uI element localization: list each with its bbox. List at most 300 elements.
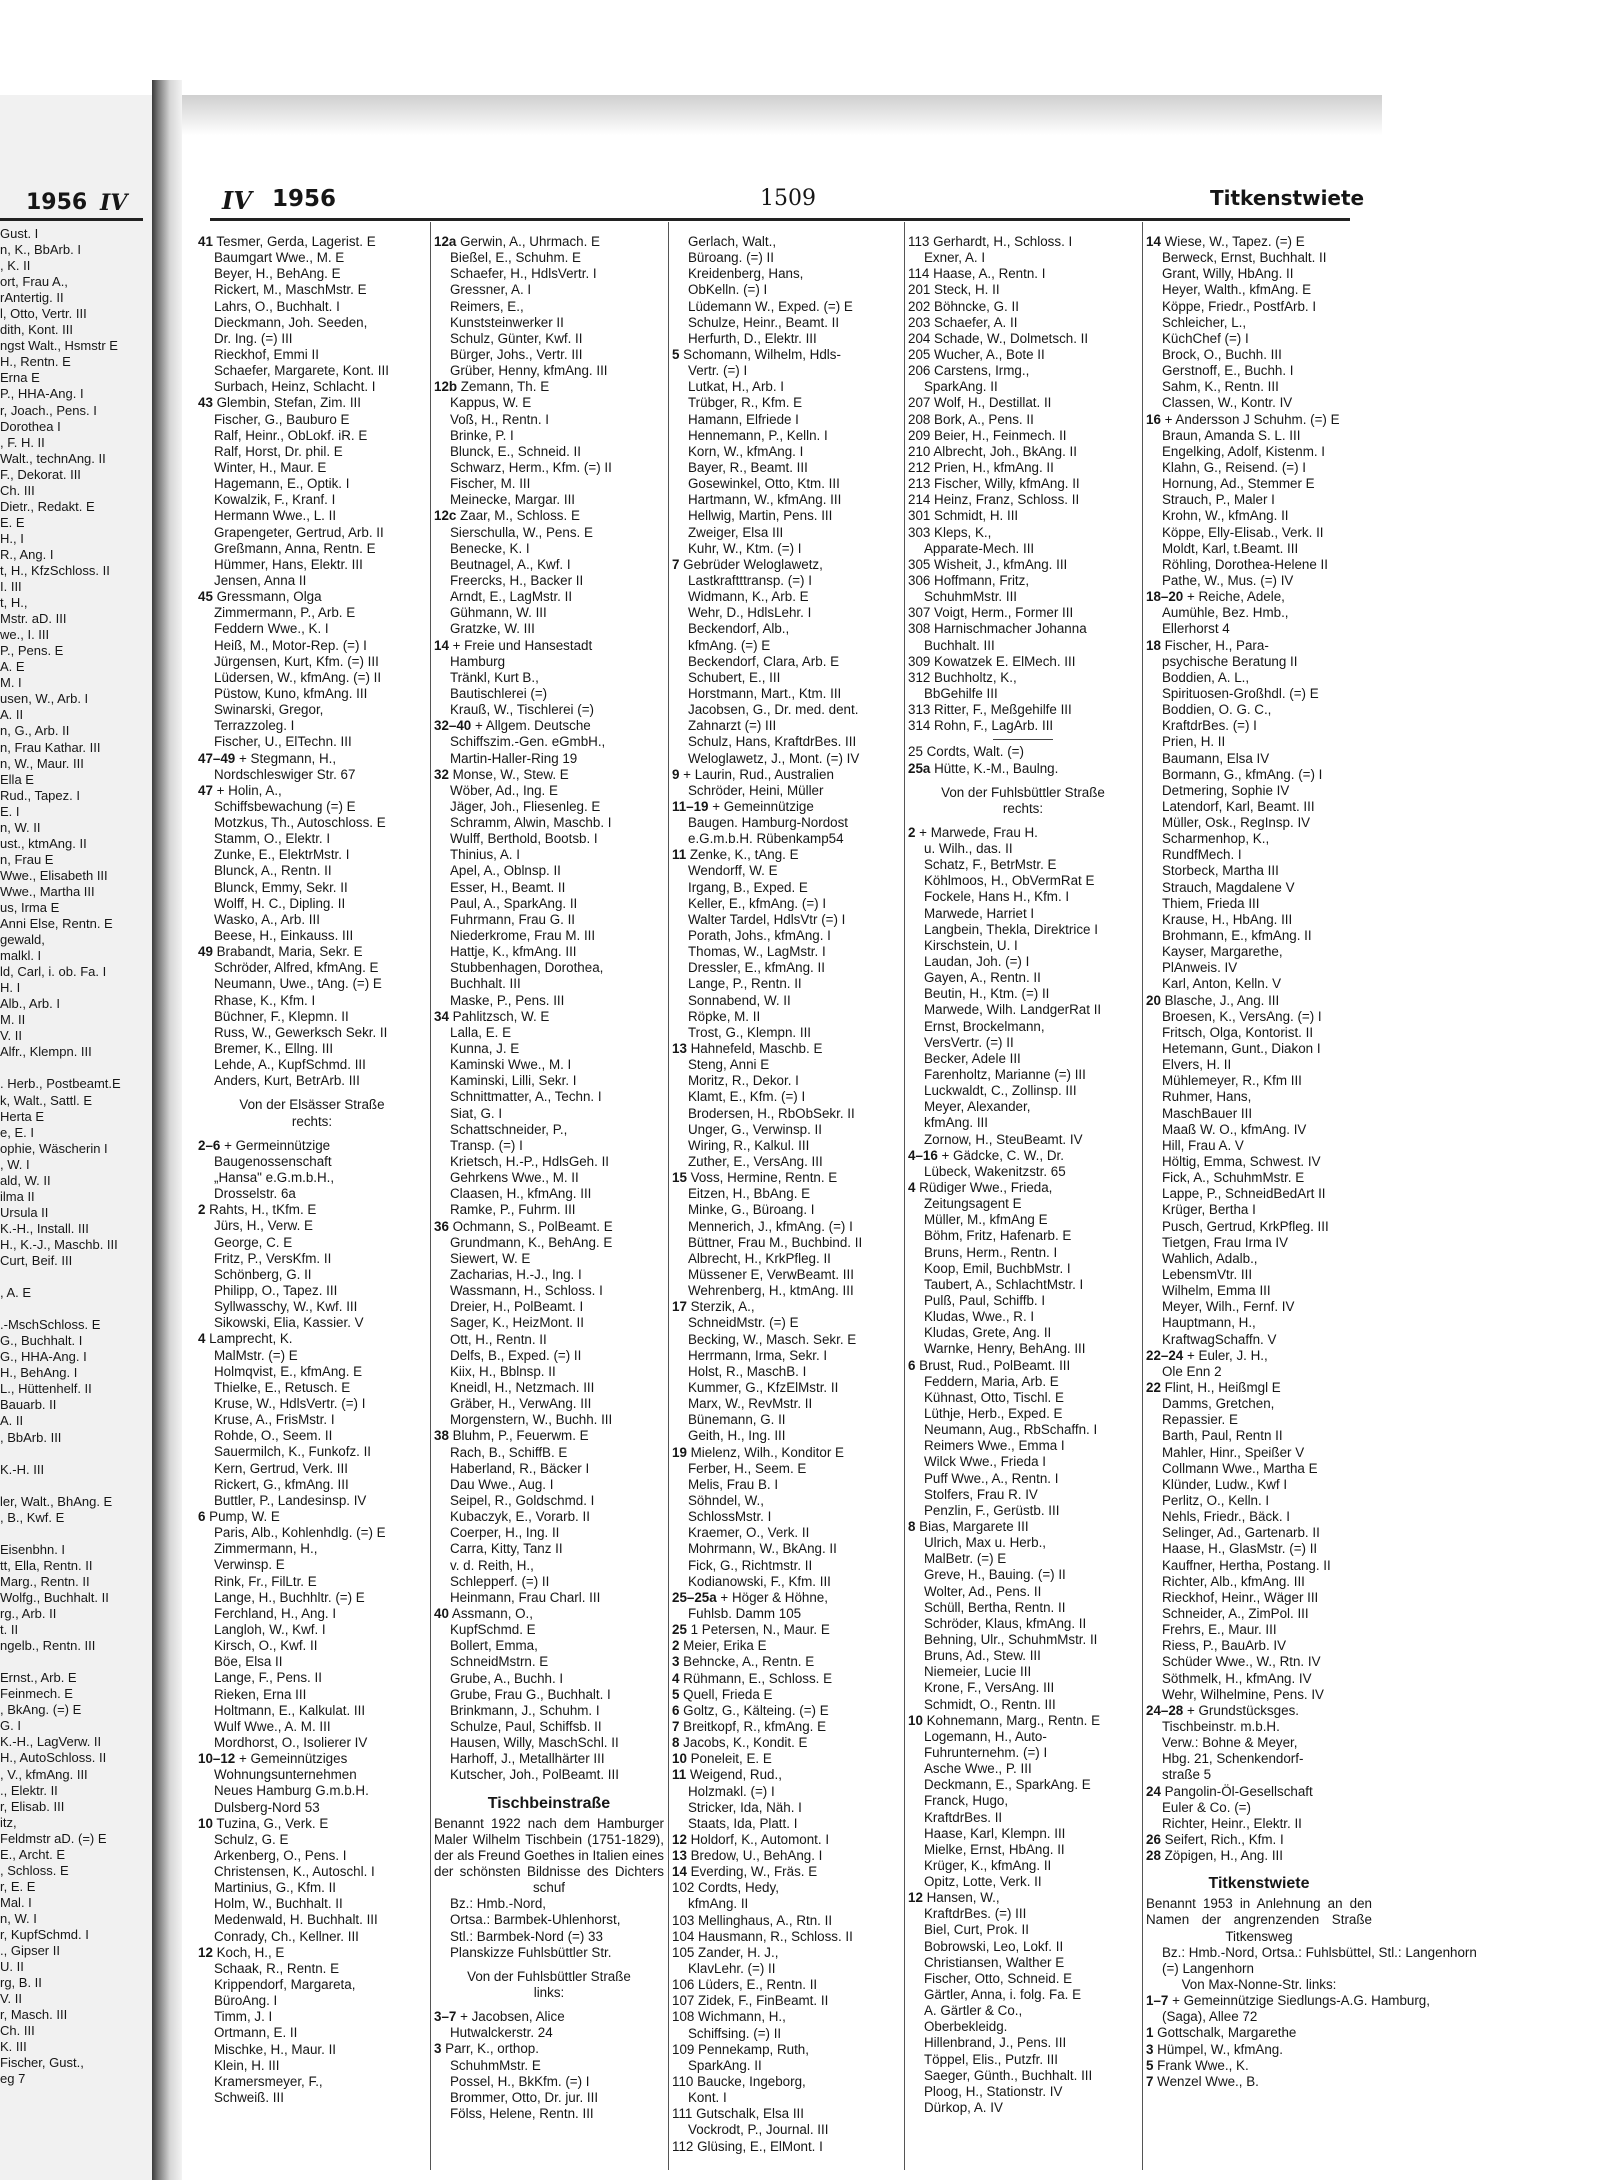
- left-page-entry: rg, B. II: [0, 1975, 42, 1991]
- resident-entry: Moldt, Karl, t.Beamt. III: [1162, 540, 1299, 556]
- left-page-entry: Dorothea I: [0, 418, 61, 434]
- resident-entry: Thielke, E., Retusch. E: [214, 1379, 351, 1395]
- resident-entry: Schiffszim.-Gen. eGmbH.,: [450, 734, 606, 750]
- resident-entry: Lübeck, Wakenitzstr. 65: [924, 1163, 1066, 1179]
- resident-entry: Keller, E., kfmAng. (=) I: [688, 895, 827, 911]
- house-number-entry: 32–40 + Allgem. Deutsche: [434, 718, 591, 734]
- resident-entry: Apparate-Mech. III: [924, 540, 1035, 556]
- resident-entry: Buchhalt. III: [924, 637, 995, 653]
- resident-entry: Töppel, Elis., Putzfr. III: [924, 2051, 1058, 2067]
- resident-entry: Dressler, E., kfmAng. II: [688, 960, 825, 976]
- resident-entry: Thinius, A. I: [450, 847, 520, 863]
- resident-entry: Ole Enn 2: [1162, 1363, 1222, 1379]
- resident-entry: Herfurth, D., Elektr. III: [688, 330, 817, 346]
- left-page-entry: [0, 1301, 145, 1317]
- resident-entry: Barth, Paul, Rentn II: [1162, 1428, 1283, 1444]
- resident-entry: Vertr. (=) I: [688, 363, 748, 379]
- resident-entry: SparkAng. II: [924, 379, 998, 395]
- resident-entry: Kunststeinwerker II: [450, 314, 564, 330]
- house-number-entry: 18 Fischer, H., Para-: [1146, 637, 1269, 653]
- house-number-entry: 212 Prien, H., kfmAng. II: [908, 459, 1054, 475]
- house-number-entry: 314 Rohn, F., LagArb. III: [908, 718, 1054, 734]
- house-number-entry: 12 Koch, H., E: [198, 1944, 285, 1960]
- resident-entry: Schulz, Günter, Kwf. II: [450, 330, 583, 346]
- left-page-entry: usen, W., Arb. I: [0, 691, 89, 707]
- house-number-entry: 201 Steck, H. II: [908, 282, 1000, 298]
- resident-entry: Kuhr, W., Ktm. (=) I: [688, 540, 802, 556]
- resident-entry: „Hansa" e.G.m.b.H.,: [214, 1170, 335, 1186]
- resident-entry: Tränkl, Kurt B.,: [450, 669, 539, 685]
- resident-entry: Stricker, Ida, Näh. I: [688, 1799, 802, 1815]
- house-number-entry: 1 Gottschalk, Margarethe: [1146, 2025, 1297, 2041]
- resident-entry: Fischer, Otto, Schneid. E: [924, 1970, 1073, 1986]
- left-page-entry: , F. H. II: [0, 434, 45, 450]
- house-number-entry: 26 Seifert, Rich., Kfm. I: [1146, 1831, 1284, 1847]
- left-page-entry: n, Frau Kathar. III: [0, 739, 101, 755]
- house-number-entry: 12b Zemann, Th. E: [434, 379, 550, 395]
- left-page-entry: .-MschSchloss. E: [0, 1317, 101, 1333]
- left-page-entry: r, Joach., Pens. I: [0, 402, 97, 418]
- left-page-volume: IV: [100, 190, 128, 216]
- resident-entry: Heyer, Walth., kfmAng. E: [1162, 282, 1312, 298]
- resident-entry: Schneider, A., ZimPol. III: [1162, 1605, 1309, 1621]
- house-number-entry: 4 Lamprecht, K.: [198, 1331, 293, 1347]
- left-page-entry: U. II: [0, 1959, 24, 1975]
- left-page-entry: Wwe., Elisabeth III: [0, 867, 108, 883]
- resident-entry: Korn, W., kfmAng. I: [688, 443, 804, 459]
- resident-entry: Gerlach, Walt.,: [688, 234, 777, 249]
- left-page-entry: r, KupfSchmd. I: [0, 1926, 89, 1942]
- resident-entry: KraftdrBes. II: [924, 1809, 1003, 1825]
- resident-entry: KupfSchmd. E: [450, 1622, 536, 1638]
- resident-entry: Bz.: Hmb.-Nord,: [450, 1896, 546, 1912]
- directory-column-5: [1146, 234, 1477, 2174]
- resident-entry: Pulß, Paul, Schiffb. I: [924, 1293, 1046, 1308]
- resident-entry: Unger, G., Verwinsp. II: [688, 1121, 822, 1137]
- directory-column-4: [908, 234, 1138, 2174]
- resident-entry: Schröder, Alfred, kfmAng. E: [214, 960, 379, 976]
- left-page-entry: tt, Ella, Rentn. II: [0, 1557, 93, 1573]
- resident-entry: Schlepperf. (=) II: [450, 1573, 550, 1589]
- left-page-entry: H., BehAng. I: [0, 1365, 78, 1381]
- left-page-entry: Mstr. aD. III: [0, 611, 67, 627]
- left-page-entry: K. III: [0, 2039, 27, 2055]
- resident-entry: Böe, Elsa II: [214, 1654, 283, 1670]
- resident-entry: Reimers Wwe., Emma I: [924, 1438, 1065, 1454]
- left-page-entry: A. II: [0, 707, 24, 723]
- resident-entry: Kummer, G., KfzElMstr. II: [688, 1379, 839, 1395]
- resident-entry: Kirsch, O., Kwf. II: [214, 1638, 318, 1654]
- resident-entry: Dürkop, A. IV: [924, 2100, 1003, 2116]
- resident-entry: Bruns, Herm., Rentn. I: [924, 1244, 1058, 1260]
- house-number-entry: 301 Schmidt, H. III: [908, 508, 1019, 524]
- resident-entry: Coerper, H., Ing. II: [450, 1525, 560, 1541]
- resident-entry: Krause, H., HbAng. III: [1162, 911, 1293, 927]
- resident-entry: Martin-Haller-Ring 19: [450, 750, 578, 766]
- house-number-entry: 43 Glembin, Stefan, Zim. III: [198, 395, 361, 411]
- house-number-entry: 213 Fischer, Willy, kfmAng. II: [908, 476, 1080, 492]
- house-number-entry: 3 Parr, K., orthop.: [434, 2041, 539, 2057]
- resident-entry: Vockrodt, P., Journal. III: [688, 2122, 829, 2138]
- house-number-entry: 41 Tesmer, Gerda, Lagerist. E: [198, 234, 376, 249]
- resident-entry: Söhndel, W.,: [688, 1492, 764, 1508]
- resident-entry: Holtmann, E., Kalkulat. III: [214, 1702, 366, 1718]
- resident-entry: Sauermilch, K., Funkofz. II: [214, 1444, 372, 1460]
- left-page-entry: [0, 1478, 145, 1494]
- resident-entry: Conrady, Ch., Kellner. III: [214, 1928, 359, 1944]
- resident-entry: Sierschulla, W., Pens. E: [450, 524, 593, 540]
- house-number-entry: 113 Gerhardt, H., Schloss. I: [908, 234, 1073, 249]
- resident-entry: Dau Wwe., Aug. I: [450, 1476, 554, 1492]
- resident-entry: Wohnungsunternehmen: [214, 1767, 357, 1783]
- resident-entry: Lüdersen, W., kfmAng. (=) II: [214, 669, 382, 685]
- left-page-entry: Curt, Beif. III: [0, 1253, 73, 1268]
- left-page-entry: Ella E: [0, 771, 34, 787]
- directory-column-3: [672, 234, 900, 2174]
- resident-entry: SchneidMstr. (=) E: [688, 1315, 799, 1331]
- left-page-entry: [0, 1269, 145, 1285]
- resident-entry: Strauch, Magdalene V: [1162, 879, 1295, 895]
- resident-entry: SchuhmMstr. E: [450, 2057, 541, 2073]
- resident-entry: Brohmann, E., kfmAng. II: [1162, 928, 1312, 944]
- left-page-entry: itz,: [0, 1814, 17, 1830]
- resident-entry: Kutscher, Joh., PolBeamt. III: [450, 1767, 619, 1783]
- right-header-rule: [210, 218, 1350, 221]
- right-page-year: 1956: [272, 186, 337, 212]
- house-number-entry: 112 Glüsing, E., ElMont. I: [672, 2138, 823, 2154]
- resident-entry: Grapengeter, Gertrud, Arb. II: [214, 524, 384, 540]
- section-separator: [908, 734, 1138, 744]
- resident-entry: Wulff, Berthold, Bootsb. I: [450, 831, 598, 847]
- resident-entry: Feddern Wwe., K. I: [214, 621, 329, 637]
- resident-entry: Kauffner, Hertha, Postang. II: [1162, 1557, 1331, 1573]
- resident-entry: Ruhmer, Hans,: [1162, 1089, 1252, 1105]
- resident-entry: Krüger, K., kfmAng. II: [924, 1857, 1052, 1873]
- resident-entry: SchlossMstr. I: [688, 1509, 772, 1525]
- resident-entry: SchneidMstrn. E: [450, 1654, 549, 1670]
- resident-entry: Neumann, Uwe., tAng. (=) E: [214, 976, 382, 992]
- resident-entry: Horstmann, Mart., Ktm. III: [688, 685, 842, 701]
- left-page-entry: E. E: [0, 514, 25, 530]
- left-page-entry: ort, Frau A.,: [0, 274, 68, 290]
- resident-entry: Fischer, M. III: [450, 476, 531, 492]
- resident-entry: Paris, Alb., Kohlenhdlg. (=) E: [214, 1525, 386, 1541]
- house-number-entry: 20 Blasche, J., Ang. III: [1146, 992, 1280, 1008]
- page-number: 1509: [760, 186, 816, 211]
- left-page-entry: L., Hüttenhelf. II: [0, 1381, 92, 1397]
- resident-entry: Transp. (=) I: [450, 1137, 523, 1153]
- resident-entry: Bormann, G., kfmAng. (=) I: [1162, 766, 1323, 782]
- resident-entry: Hausen, Willy, MaschSchl. II: [450, 1735, 619, 1751]
- resident-entry: Grant, Willy, HbAng. II: [1162, 266, 1294, 282]
- resident-entry: Maske, P., Pens. III: [450, 992, 565, 1008]
- left-page-entry: G., HHA-Ang. I: [0, 1349, 87, 1365]
- resident-entry: Pathe, W., Mus. (=) IV: [1162, 572, 1294, 588]
- left-page-entry: G. I: [0, 1718, 21, 1734]
- resident-entry: Hetemann, Gunt., Diakon I: [1162, 1041, 1321, 1057]
- resident-entry: Wöber, Ad., Ing. E: [450, 782, 558, 798]
- resident-entry: Tietgen, Frau Irma IV: [1162, 1234, 1289, 1250]
- resident-entry: Krippendorf, Margareta,: [214, 1977, 356, 1993]
- resident-entry: Bürger, Johs., Vertr. III: [450, 346, 583, 362]
- resident-entry: Moritz, R., Dekor. I: [688, 1073, 799, 1089]
- resident-entry: Baumann, Elsa IV: [1162, 750, 1270, 766]
- resident-entry: Brinke, P. I: [450, 427, 514, 443]
- resident-entry: Harhoff, J., Metallhärter III: [450, 1751, 605, 1767]
- resident-entry: Niemeier, Lucie III: [924, 1664, 1032, 1680]
- resident-entry: Paul, A., SparkAng. II: [450, 895, 578, 911]
- resident-entry: Krone, F., VersAng. III: [924, 1680, 1055, 1696]
- resident-entry: Kludas, Grete, Ang. II: [924, 1325, 1052, 1341]
- house-number-entry: 204 Schade, W., Dolmetsch. II: [908, 330, 1089, 346]
- resident-entry: Klünder, Ludw., Kwf I: [1162, 1476, 1288, 1492]
- resident-entry: Kaminski Wwe., M. I: [450, 1057, 572, 1073]
- resident-entry: Lüthje, Herb., Exped. E: [924, 1405, 1063, 1421]
- resident-entry: Richter, Heinr., Elektr. II: [1162, 1815, 1302, 1831]
- resident-entry: Spirituosen-Großhdl. (=) E: [1162, 685, 1319, 701]
- resident-entry: Wehr, D., HdlsLehr. I: [688, 605, 812, 621]
- resident-entry: Krohn, W., kfmAng. II: [1162, 508, 1289, 524]
- resident-entry: Penzlin, F., Gerüstb. III: [924, 1502, 1060, 1518]
- resident-entry: MaschBauer III: [1162, 1105, 1253, 1121]
- house-number-entry: 305 Wisheit, J., kfmAng. III: [908, 556, 1068, 572]
- resident-entry: Wasko, A., Arb. III: [214, 911, 320, 927]
- resident-entry: Dr. Ing. (=) III: [214, 330, 293, 346]
- resident-entry: Gühmann, W. III: [450, 605, 547, 621]
- resident-entry: Perlitz, O., Kelln. I: [1162, 1492, 1270, 1508]
- resident-entry: Swinarski, Gregor,: [214, 702, 324, 718]
- column-divider: [1142, 222, 1143, 2170]
- resident-entry: Irgang, B., Exped. E: [688, 879, 808, 895]
- resident-entry: Zunke, E., ElektrMstr. I: [214, 847, 350, 863]
- resident-entry: Röpke, M. II: [688, 1008, 761, 1024]
- resident-entry: Bollert, Emma,: [450, 1638, 538, 1654]
- resident-entry: KraftdrBes. (=) I: [1162, 718, 1257, 734]
- left-page-entry: n, W. I: [0, 1910, 37, 1926]
- house-number-entry: 5 Quell, Frieda E: [672, 1686, 773, 1702]
- resident-entry: Lahrs, O., Buchhalt. I: [214, 298, 340, 314]
- resident-entry: Brock, O., Buchh. III: [1162, 346, 1282, 362]
- resident-entry: Fick, A., SchuhmMstr. E: [1162, 1170, 1305, 1186]
- resident-entry: George, C. E: [214, 1234, 293, 1250]
- resident-entry: Freercks, H., Backer II: [450, 572, 584, 588]
- resident-entry: Ulrich, Max u. Herb.,: [924, 1535, 1047, 1551]
- house-number-entry: 13 Hahnefeld, Maschb. E: [672, 1041, 823, 1057]
- resident-entry: Ferber, H., Seem. E: [688, 1460, 807, 1476]
- left-page-entry: r, E. E: [0, 1878, 36, 1894]
- resident-entry: Fuhlsb. Damm 105: [688, 1605, 802, 1621]
- resident-entry: Höltig, Emma, Schwest. IV: [1162, 1154, 1321, 1170]
- resident-entry: Lehde, A., KupfSchmd. III: [214, 1057, 366, 1073]
- left-page-entry: malkl. I: [0, 948, 42, 964]
- left-page-entry: V. II: [0, 1028, 22, 1044]
- resident-entry: Terrazzoleg. I: [214, 718, 295, 734]
- left-page-entry: H., K.-J., Maschb. III: [0, 1236, 118, 1252]
- resident-entry: Mischke, H., Maur. II: [214, 2041, 337, 2057]
- resident-entry: Verw.: Bohne & Meyer,: [1162, 1735, 1298, 1751]
- resident-entry: Lange, P., Rentn. II: [688, 976, 802, 992]
- resident-entry: Schiffsbewachung (=) E: [214, 798, 356, 814]
- resident-entry: Gehrkens Wwe., M. II: [450, 1170, 579, 1186]
- left-page-entry: ld, Carl, i. ob. Fa. I: [0, 964, 107, 980]
- resident-entry: Bünemann, G. II: [688, 1412, 786, 1428]
- resident-entry: Morgenstern, W., Buchh. III: [450, 1412, 613, 1428]
- left-page-entry: rg., Arb. II: [0, 1606, 57, 1622]
- resident-entry: Fischer, U., ElTechn. III: [214, 734, 352, 750]
- resident-entry: Fischer, G., Bauburo E: [214, 411, 350, 427]
- resident-entry: Schatz, F., BetrMstr. E: [924, 857, 1057, 873]
- house-number-entry: 36 Ochmann, S., PolBeamt. E: [434, 1218, 613, 1234]
- resident-entry: e.G.m.b.H. Rübenkamp54: [688, 831, 844, 847]
- house-number-entry: 9 + Laurin, Rud., Australien: [672, 766, 834, 782]
- resident-entry: Saeger, Günth., Buchhalt. III: [924, 2067, 1093, 2083]
- resident-entry: A. Gärtler & Co.,: [924, 2003, 1023, 2019]
- resident-entry: Opitz, Lotte, Verk. II: [924, 1874, 1042, 1890]
- resident-entry: Laudan, Joh. (=) I: [924, 954, 1030, 970]
- resident-entry: Kraemer, O., Verk. II: [688, 1525, 810, 1541]
- resident-entry: Büttner, Frau M., Buchbind. II: [688, 1234, 863, 1250]
- resident-entry: Kaminski, Lilli, Sekr. I: [450, 1073, 577, 1089]
- left-page-entry: A. II: [0, 1413, 24, 1429]
- house-number-entry: 15 Voss, Hermine, Rentn. E: [672, 1170, 838, 1186]
- resident-entry: straße 5: [1162, 1767, 1212, 1783]
- resident-entry: Müller, M., kfmAng E: [924, 1212, 1048, 1228]
- house-number-entry: 309 Kowatzek E. ElMech. III: [908, 653, 1076, 669]
- resident-entry: Hattje, K., kfmAng. III: [450, 944, 577, 960]
- resident-entry: Walter Tardel, HdlsVtr (=) I: [688, 911, 846, 927]
- resident-entry: Drosselstr. 6a: [214, 1186, 296, 1202]
- resident-entry: Tischbeinstr. m.b.H.: [1162, 1718, 1280, 1734]
- left-page-entry: we., I. III: [0, 627, 50, 643]
- house-number-entry: 110 Baucke, Ingeborg,: [672, 2074, 806, 2090]
- directory-column-2: [434, 234, 664, 2174]
- house-number-entry: 6 Brust, Rud., PolBeamt. III: [908, 1357, 1071, 1373]
- resident-entry: Schaefer, H., HdlsVertr. I: [450, 266, 597, 282]
- resident-entry: Blunck, E., Schneid. II: [450, 443, 581, 459]
- spacer: [434, 1784, 664, 1792]
- left-page-entry: E., Archt. E: [0, 1846, 66, 1862]
- left-page-entry: Rud., Tapez. I: [0, 787, 80, 803]
- resident-entry: Sonnabend, W. II: [688, 992, 791, 1008]
- resident-entry: Röhling, Dorothea-Helene II: [1162, 556, 1328, 572]
- resident-entry: Staats, Ida, Platt. I: [688, 1815, 798, 1831]
- resident-entry: Schmidt, O., Rentn. III: [924, 1696, 1056, 1712]
- spacer: [198, 1089, 426, 1097]
- street-heading: Tischbeinstraße: [487, 1794, 611, 1812]
- resident-entry: Schüder Wwe., W., Rtn. IV: [1162, 1654, 1321, 1670]
- left-page-entry: Gust. I: [0, 226, 39, 241]
- directory-column-1: [198, 234, 426, 2174]
- resident-entry: u. Wilh., das. II: [924, 841, 1013, 857]
- resident-entry: Hümmer, Hans, Elektr. III: [214, 556, 363, 572]
- resident-entry: Holmqvist, E., kfmAng. E: [214, 1363, 363, 1379]
- house-number-entry: 8 Bias, Margarete III: [908, 1518, 1029, 1534]
- left-page-entry: , BbArb. III: [0, 1429, 62, 1445]
- resident-entry: Christensen, K., Autoschl. I: [214, 1864, 375, 1880]
- house-number-entry: 2 Rahts, H., tKfm. E: [198, 1202, 317, 1218]
- resident-entry: Richter, Alb., kfmAng. III: [1162, 1573, 1305, 1589]
- resident-entry: Kramersmeyer, F.,: [214, 2073, 323, 2089]
- resident-entry: Schnittmatter, A., Techn. I: [450, 1089, 602, 1105]
- house-number-entry: 11 Zenke, K., tAng. E: [672, 847, 799, 863]
- resident-entry: Voß, H., Rentn. I: [450, 411, 549, 427]
- resident-entry: Schaefer, Margarete, Kont. III: [214, 363, 389, 379]
- resident-entry: Rickert, M., MaschMstr. E: [214, 282, 367, 298]
- house-number-entry: 22 Flint, H., Heißmgl E: [1146, 1379, 1281, 1395]
- resident-entry: Koop, Emil, BuchbMstr. I: [924, 1260, 1071, 1276]
- resident-entry: Christiansen, Walther E: [924, 1954, 1065, 1970]
- resident-entry: Boddien, A. L.,: [1162, 669, 1250, 685]
- left-page-entry: ngst Walt., Hsmstr E: [0, 338, 118, 354]
- left-page-entry: ., Elektr. II: [0, 1782, 58, 1798]
- resident-entry: Steng, Anni E: [688, 1057, 770, 1073]
- resident-entry: Büchner, F., Klepmn. II: [214, 1008, 349, 1024]
- spacer: [434, 1961, 664, 1969]
- left-page-entry: Alb., Arb. I: [0, 996, 60, 1012]
- resident-entry: Kludas, Wwe., R. I: [924, 1309, 1035, 1325]
- direction-heading: links:: [533, 1984, 565, 2000]
- resident-entry: Euler & Co. (=): [1162, 1799, 1251, 1815]
- resident-entry: Schüll, Bertha, Rentn. II: [924, 1599, 1066, 1615]
- house-number-entry: 40 Assmann, O.,: [434, 1605, 534, 1621]
- resident-entry: Marx, W., RevMstr. II: [688, 1396, 813, 1412]
- resident-entry: VersVertr. (=) II: [924, 1034, 1014, 1050]
- resident-entry: Dulsberg-Nord 53: [214, 1799, 320, 1815]
- resident-entry: Kern, Gertrud, Verk. III: [214, 1460, 348, 1476]
- house-number-entry: 114 Haase, A., Rentn. I: [908, 266, 1046, 282]
- house-number-entry: 1–7 + Gemeinnützige Siedlungs-A.G. Hamburg,: [1146, 1993, 1430, 2009]
- left-page-entry: Mal. I: [0, 1894, 32, 1910]
- resident-entry: Marwede, Harriet I: [924, 905, 1035, 921]
- resident-entry: Anders, Kurt, BetrArb. III: [214, 1073, 360, 1089]
- resident-entry: Ralf, Heinr., ObLokf. iR. E: [214, 427, 368, 443]
- resident-entry: Jäger, Joh., Fliesenleg. E: [450, 798, 601, 814]
- resident-entry: Sikowski, Elia, Kassier. V: [214, 1315, 364, 1331]
- resident-entry: Verwinsp. E: [214, 1557, 285, 1573]
- resident-entry: Heinmann, Frau Charl. III: [450, 1589, 601, 1605]
- direction-heading: Von der Elsässer Straße: [239, 1097, 385, 1113]
- resident-entry: Wolter, Ad., Pens. II: [924, 1583, 1042, 1599]
- resident-entry: Bautischlerei (=): [450, 685, 548, 701]
- left-page-entry: gewald,: [0, 932, 45, 948]
- resident-entry: Baugenossenschaft: [214, 1153, 332, 1169]
- resident-entry: Esser, H., Beamt. II: [450, 879, 566, 895]
- resident-entry: Claasen, H., kfmAng. III: [450, 1186, 592, 1202]
- resident-entry: Schaak, R., Rentn. E: [214, 1960, 340, 1976]
- left-page-entry: H. I: [0, 980, 21, 996]
- resident-entry: Damms, Gretchen,: [1162, 1396, 1275, 1412]
- resident-entry: (Saga), Allee 72: [1162, 2009, 1258, 2025]
- resident-entry: Heiß, M., Motor-Rep. (=) I: [214, 637, 367, 653]
- resident-entry: Rickert, G., kfmAng. III: [214, 1476, 349, 1492]
- left-page-entry: G., Buchhalt. I: [0, 1333, 83, 1349]
- left-page-entry: e, E. I: [0, 1124, 34, 1140]
- resident-entry: Weloglawetz, J., Mont. (=) IV: [688, 750, 860, 766]
- resident-entry: Ploog, H., Stationstr. IV: [924, 2083, 1063, 2099]
- left-page-entry: n, W., Maur. III: [0, 755, 84, 771]
- resident-entry: Storbeck, Martha III: [1162, 863, 1279, 879]
- house-number-entry: 105 Zander, H. J.,: [672, 1944, 779, 1960]
- resident-entry: Wulf Wwe., A. M. III: [214, 1718, 331, 1734]
- left-page-year: 1956: [26, 190, 88, 215]
- house-number-entry: 12 Hansen, W.,: [908, 1890, 1000, 1906]
- resident-entry: Hillenbrand, J., Pens. III: [924, 2035, 1067, 2051]
- resident-entry: Stamm, O., Elektr. I: [214, 831, 331, 847]
- page-top-shadow: [182, 95, 1382, 135]
- resident-entry: Albrecht, H., KrkPfleg. II: [688, 1250, 831, 1266]
- resident-entry: kfmAng. II: [688, 1896, 749, 1912]
- resident-entry: Köhlmoos, H., ObVermRat E: [924, 873, 1095, 889]
